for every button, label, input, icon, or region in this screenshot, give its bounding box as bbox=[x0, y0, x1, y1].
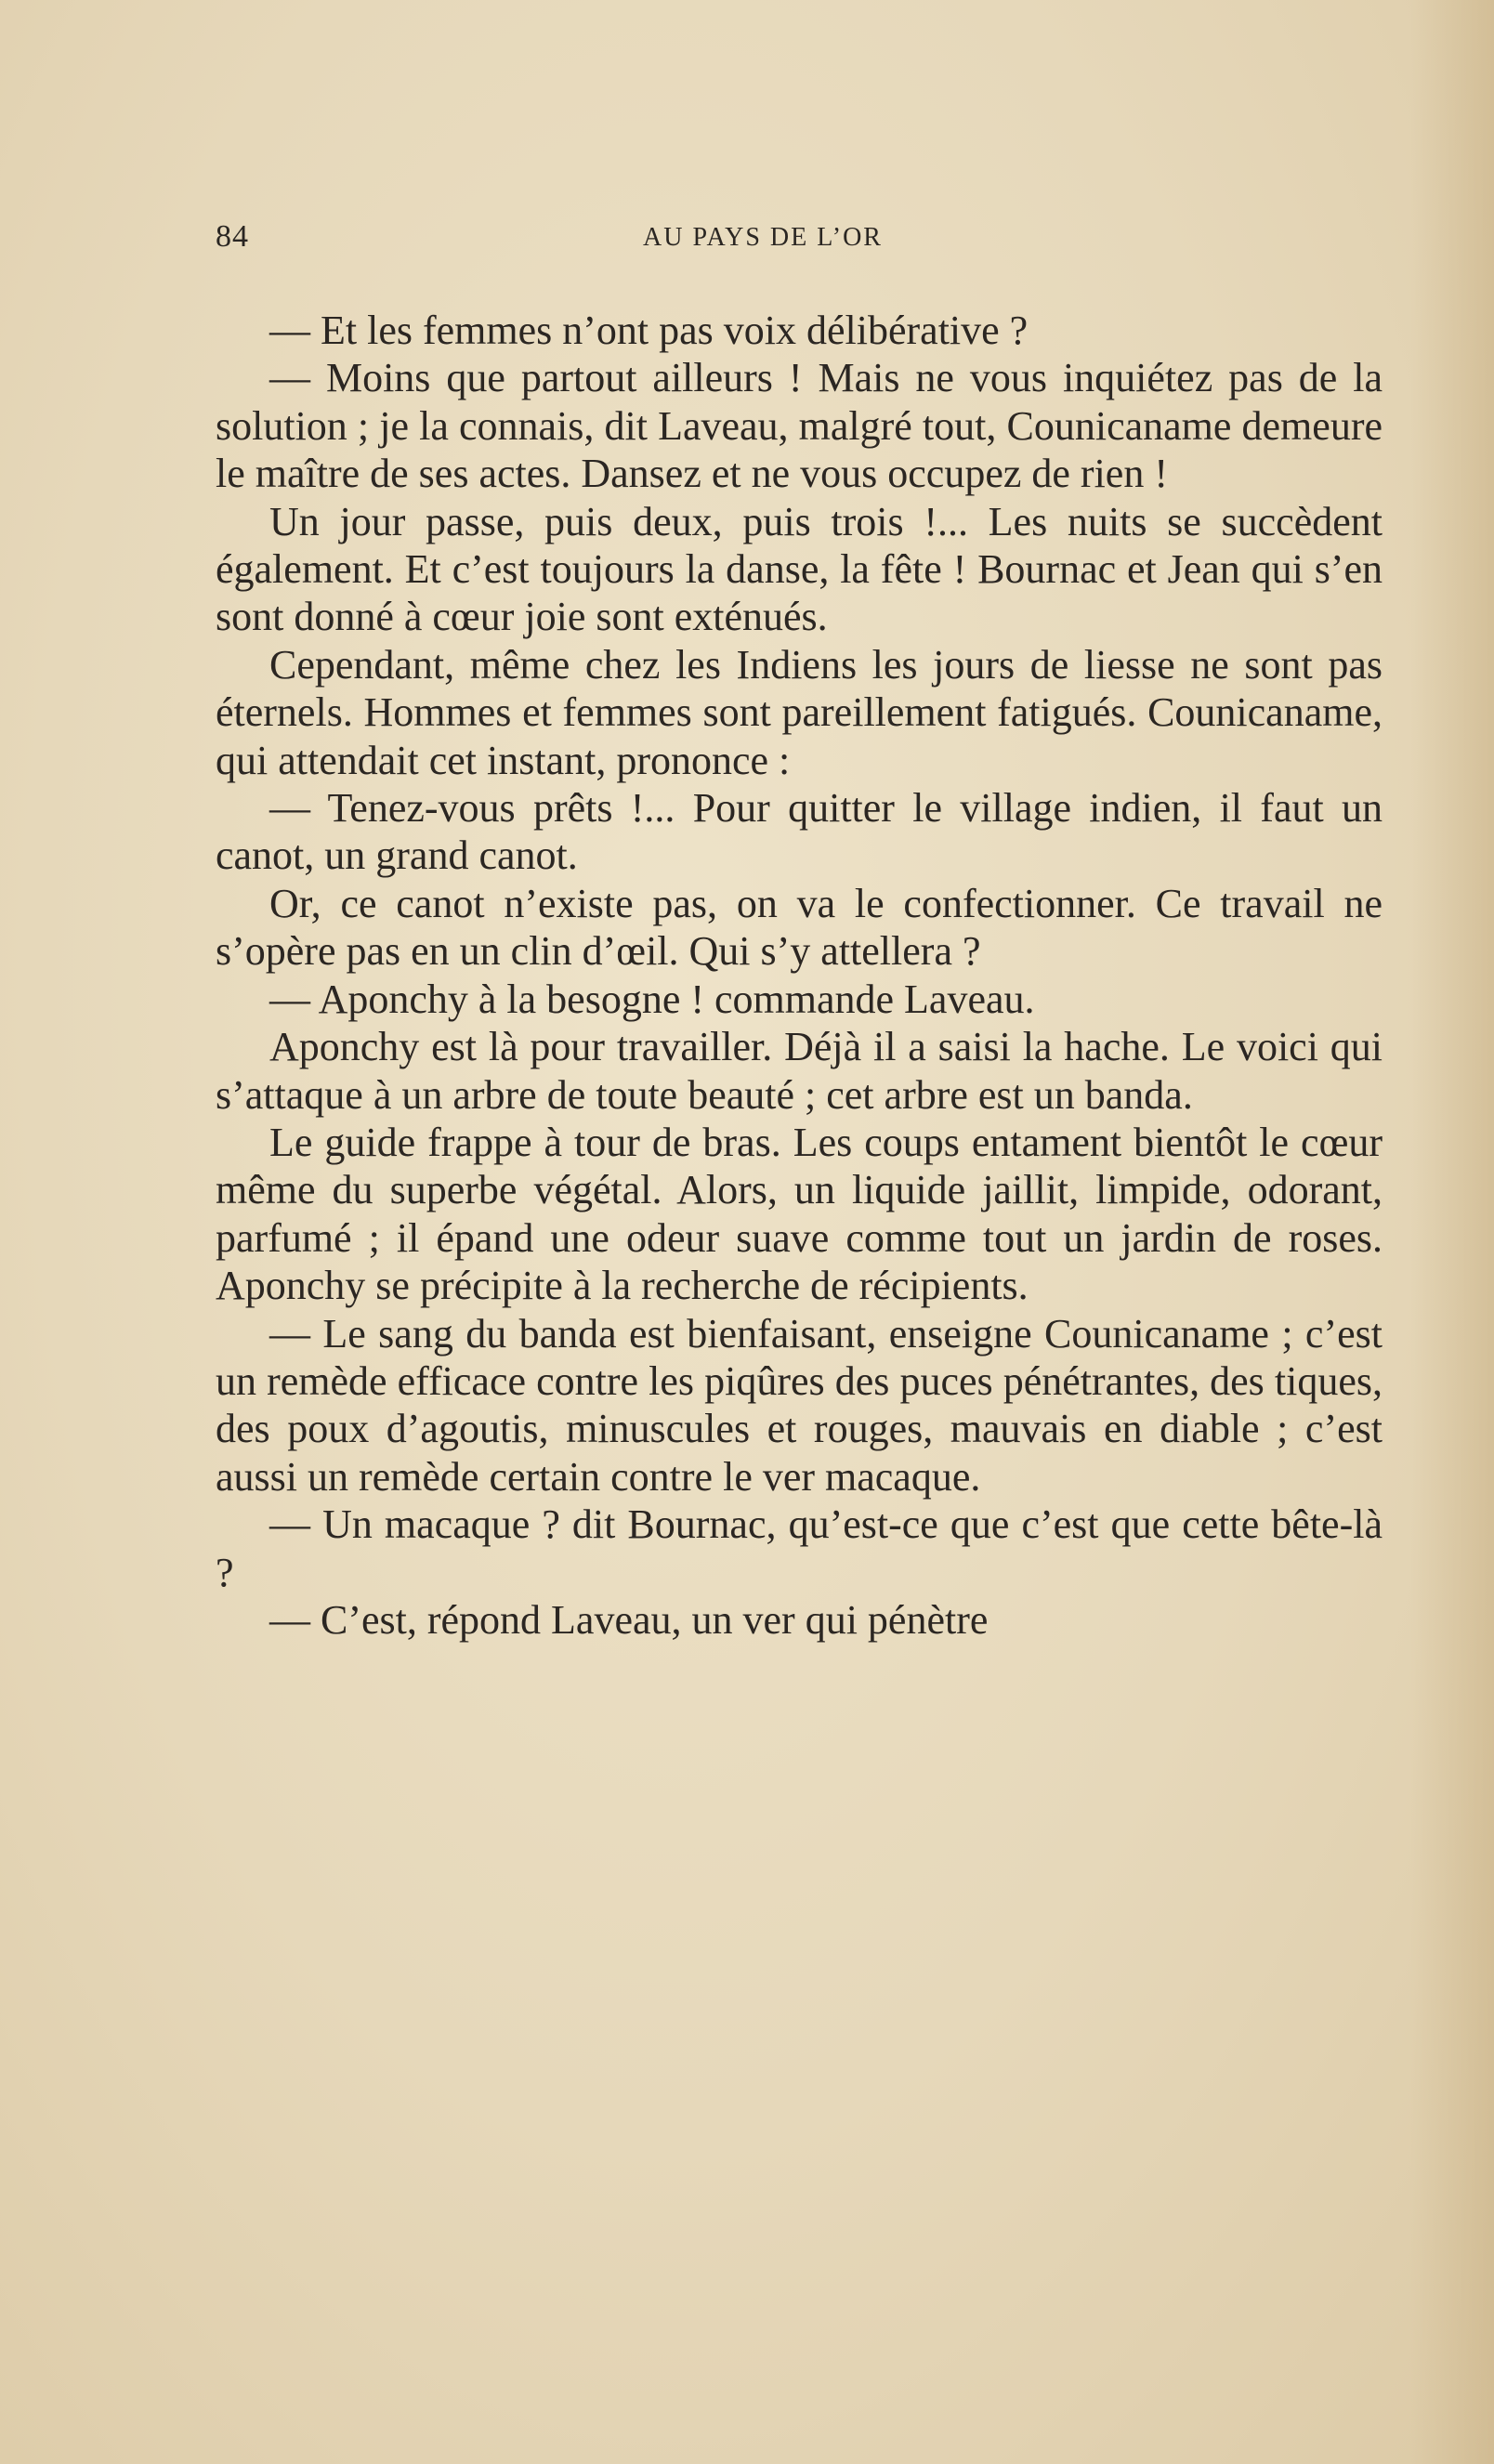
paragraph: Le guide frappe à tour de bras. Les coups entament bientôt le cœur même du superbe végétal. Alors, un liquide jaillit, limpide, odorant, parfumé ; il épand une odeur suave comme tout un jardin de roses. Aponchy se précipite à la recherche de récipients. bbox=[216, 1119, 1383, 1309]
paragraph: — Et les femmes n’ont pas voix délibérative ? bbox=[269, 308, 1029, 353]
paragraph: Aponchy est là pour travailler. Déjà il a saisi la hache. Le voici qui s’attaque à un arbre de toute beauté ; cet arbre est un banda. bbox=[216, 1024, 1383, 1118]
body-text bbox=[216, 307, 1383, 1644]
paragraph: — Tenez-vous prêts !... Pour quitter le village indien, il faut un canot, un grand canot. bbox=[216, 785, 1383, 879]
paragraph: — C’est, répond Laveau, un ver qui pénètre bbox=[269, 1596, 989, 1643]
paragraph: Un jour passe, puis deux, puis trois !... Les nuits se succèdent également. Et c’est toujours la danse, la fête ! Bournac et Jean qui s’en sont donné à cœur joie sont exténués. bbox=[216, 498, 1383, 640]
paragraph: — Le sang du banda est bienfaisant, enseigne Counicaname ; c’est un remède efficace contre les piqûres des puces pénétrantes, des tiques, des poux d’agoutis, minuscules et rouges, mauvais en diable ; c’est aussi un remède certain contre le ver macaque. bbox=[216, 1310, 1383, 1500]
paragraph: — Aponchy à la besogne ! commande Laveau. bbox=[269, 976, 1035, 1022]
paragraph: — Un macaque ? dit Bournac, qu’est-ce que c’est que cette bête-là ? bbox=[216, 1501, 1383, 1595]
paragraph: — Moins que partout ailleurs ! Mais ne vous inquiétez pas de la solution ; je la connais, dit Laveau, malgré tout, Counicaname demeure le maître de ses actes. Dansez et ne vous occupez de rien ! bbox=[216, 355, 1383, 497]
paragraph: Cependant, même chez les Indiens les jours de liesse ne sont pas éternels. Hommes et femmes sont pareillement fatigués. Counicaname, qui attendait cet instant, prononce : bbox=[216, 641, 1383, 783]
page-edge-shadow bbox=[1410, 0, 1494, 2464]
running-title: AU PAYS DE L’OR bbox=[643, 223, 883, 252]
paragraph: Or, ce canot n’existe pas, on va le confectionner. Ce travail ne s’opère pas en un clin d’œil. Qui s’y attellera ? bbox=[216, 880, 1383, 975]
page-header bbox=[216, 219, 1383, 275]
page-number: 84 bbox=[216, 219, 249, 254]
